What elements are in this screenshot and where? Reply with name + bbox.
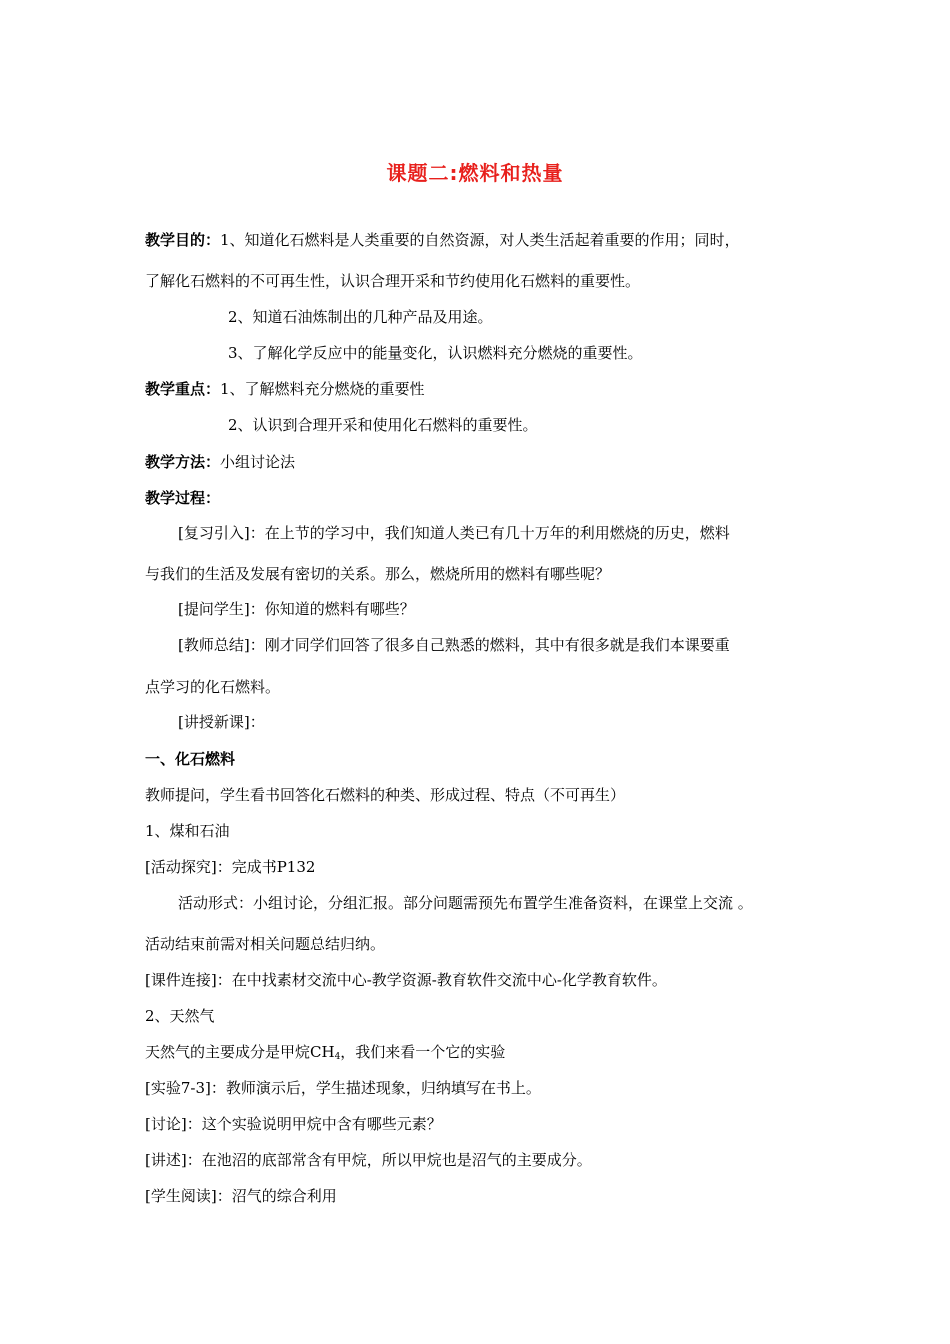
key-point-item-2: 2、认识到合理开采和使用化石燃料的重要性。 bbox=[228, 416, 538, 434]
subsection-natural-gas: 2、天然气 bbox=[145, 1007, 215, 1025]
section-intro: 教师提问，学生看书回答化石燃料的种类、形成过程、特点（不可再生） bbox=[145, 786, 626, 804]
method-label: 教学方法： bbox=[145, 453, 221, 471]
activity-explore: [活动探究]：完成书P132 bbox=[145, 858, 316, 876]
objective-item-1a: 1、知道化石燃料是人类重要的自然资源，对人类生活起着重要的作用；同时， bbox=[220, 231, 740, 249]
review-intro-a: [复习引入]：在上节的学习中，我们知道人类已有几十万年的利用燃烧的历史，燃料 bbox=[178, 524, 730, 542]
new-lesson: [讲授新课]： bbox=[178, 713, 265, 731]
method-text: 小组讨论法 bbox=[220, 453, 296, 471]
objective-item-1b: 了解化石燃料的不可再生性，认识合理开采和节约使用化石燃料的重要性。 bbox=[145, 272, 641, 290]
objective-item-2: 2、知道石油炼制出的几种产品及用途。 bbox=[228, 308, 493, 326]
natural-gas-text-a: 天然气的主要成分是甲烷CH bbox=[145, 1043, 335, 1061]
methane-subscript: 4 bbox=[334, 1052, 341, 1062]
experiment-7-3: [实验7-3]：教师演示后，学生描述现象，归纳填写在书上。 bbox=[145, 1079, 541, 1097]
objectives-line-1 bbox=[145, 230, 740, 250]
lecture: [讲述]：在池沼的底部常含有甲烷，所以甲烷也是沼气的主要成分。 bbox=[145, 1151, 592, 1169]
review-intro-b: 与我们的生活及发展有密切的关系。那么，燃烧所用的燃料有哪些呢？ bbox=[145, 565, 611, 583]
objectives-label: 教学目的： bbox=[145, 231, 221, 249]
natural-gas-text-b: ，我们来看一个它的实验 bbox=[340, 1043, 506, 1061]
student-question: [提问学生]：你知道的燃料有哪些？ bbox=[178, 600, 415, 618]
teacher-summary-b: 点学习的化石燃料。 bbox=[145, 678, 281, 696]
page-title: 课题二:燃料和热量 bbox=[386, 161, 564, 185]
objective-item-3: 3、了解化学反应中的能量变化，认识燃料充分燃烧的重要性。 bbox=[228, 344, 643, 362]
activity-form-a: 活动形式：小组讨论，分组汇报。部分问题需预先布置学生准备资料，在课堂上交流 。 bbox=[178, 894, 753, 912]
section-heading-fossil-fuels: 一、化石燃料 bbox=[145, 750, 236, 768]
activity-form-b: 活动结束前需对相关问题总结归纳。 bbox=[145, 935, 386, 953]
discussion: [讨论]：这个实验说明甲烷中含有哪些元素？ bbox=[145, 1115, 442, 1133]
natural-gas-text bbox=[145, 1042, 505, 1067]
method-line bbox=[145, 452, 295, 472]
subsection-coal-oil: 1、煤和石油 bbox=[145, 822, 230, 840]
process-label: 教学过程： bbox=[145, 489, 221, 507]
key-point-item-1: 1、了解燃料充分燃烧的重要性 bbox=[220, 380, 425, 398]
student-reading: [学生阅读]：沼气的综合利用 bbox=[145, 1187, 337, 1205]
courseware-link: [课件连接]：在中找素材交流中心-教学资源-教育软件交流中心-化学教育软件。 bbox=[145, 971, 667, 989]
teacher-summary-a: [教师总结]：刚才同学们回答了很多自己熟悉的燃料，其中有很多就是我们本课要重 bbox=[178, 636, 730, 654]
key-points-label: 教学重点： bbox=[145, 380, 221, 398]
key-points-line-1 bbox=[145, 379, 425, 399]
